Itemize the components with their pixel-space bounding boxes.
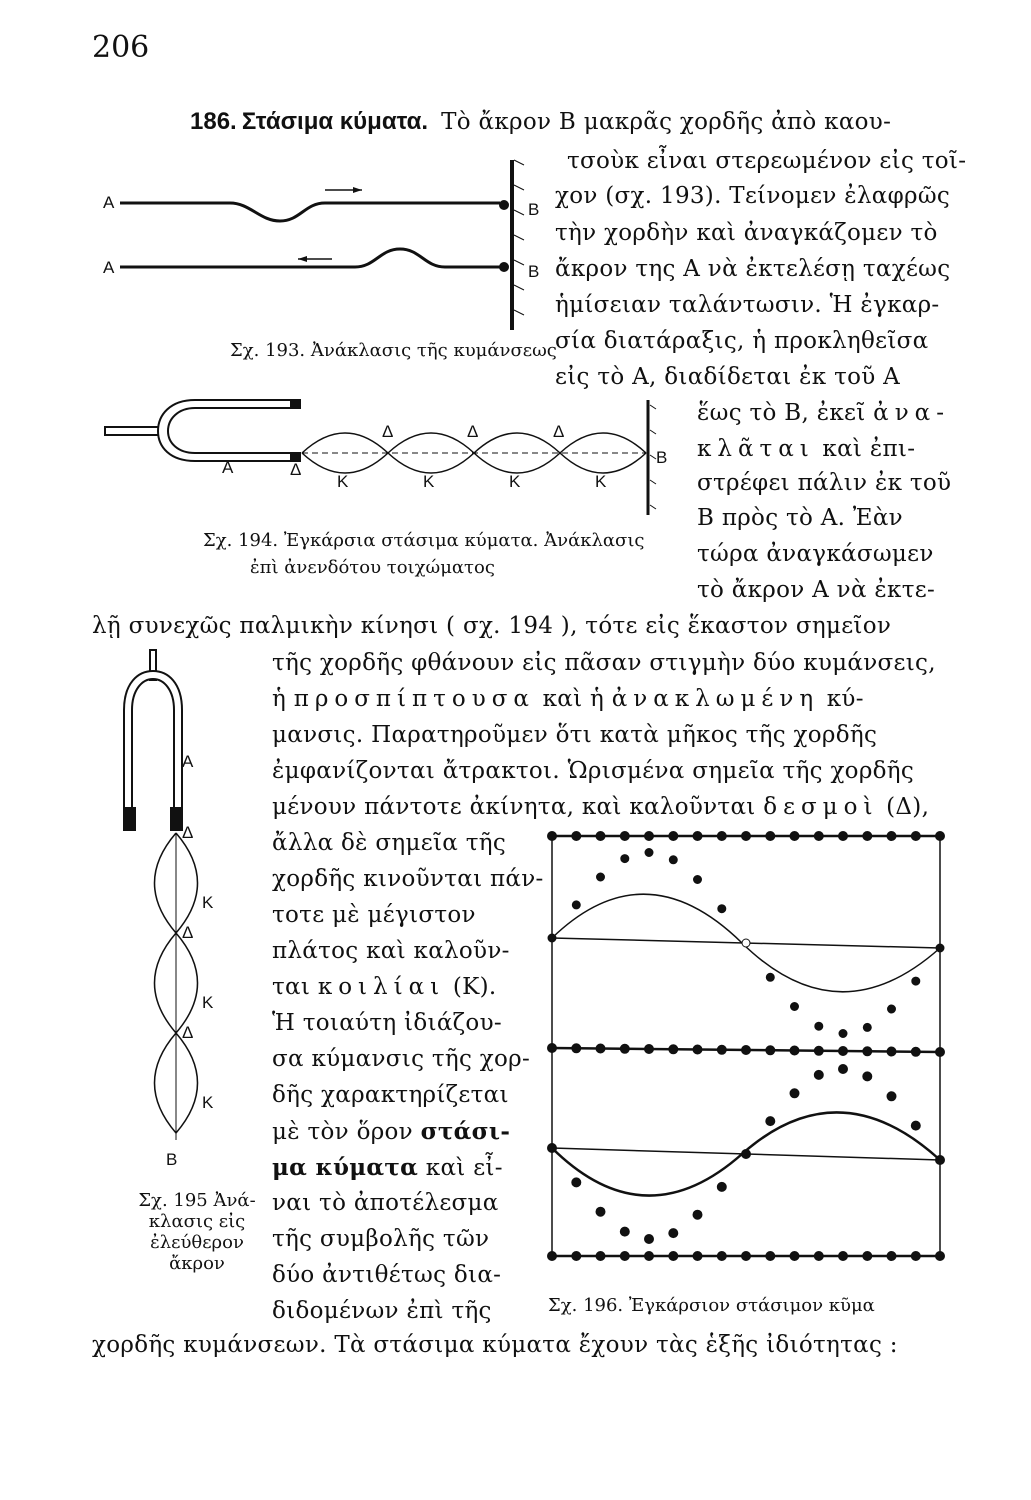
text-line: τὴν χορδὴν καὶ ἀναγκάζομεν τὸ: [555, 220, 938, 246]
wall-hatch: [514, 210, 524, 215]
particle-dot: [839, 1065, 848, 1074]
particle-dot: [645, 1235, 654, 1244]
text-line: στρέφει πάλιν ἐκ τοῦ: [697, 470, 952, 496]
label-node: Δ: [182, 1023, 194, 1042]
section-title: Στάσιμα κύματα.: [241, 108, 429, 135]
figure-caption-196: Σχ. 196. Ἐγκάρσιον στάσιμον κῦμα: [548, 1295, 875, 1316]
figure-caption-193: Σχ. 193. Ἀνάκλασις τῆς κυμάνσεως: [230, 340, 557, 361]
label-node: Δ: [467, 422, 479, 441]
wall-hatch: [650, 405, 656, 409]
label-a: Α: [103, 193, 115, 212]
particle-dot: [572, 901, 580, 909]
particle-dot: [693, 1045, 702, 1054]
particle-dot: [693, 1210, 702, 1219]
particle-dot: [911, 832, 920, 841]
particle-dot: [839, 1047, 848, 1056]
text-line: [697, 400, 950, 426]
particle-dot: [936, 944, 944, 952]
arrowhead: [298, 256, 307, 262]
particle-dot: [620, 1044, 629, 1053]
bold-term: στάσι-: [420, 1118, 511, 1145]
particle-dot: [766, 832, 775, 841]
arrowhead: [353, 187, 362, 193]
particle-dot: [620, 1227, 629, 1236]
wall-hatch: [514, 185, 524, 190]
wall-hatch: [650, 505, 656, 509]
particle-dot: [790, 832, 799, 841]
text-line: δύο ἀντιθέτως δια-: [272, 1262, 502, 1288]
spaced-term: ἀνακλωμένη: [611, 686, 820, 712]
particle-dot: [839, 1030, 847, 1038]
text-span: κύ-: [826, 686, 864, 712]
particle-dot: [669, 1229, 678, 1238]
text-line: πλάτος καὶ καλοῦν-: [272, 938, 510, 964]
particle-dot: [742, 1150, 751, 1159]
label-antinode: Κ: [337, 472, 349, 491]
text-line: χορδῆς κυμάνσεων. Τὰ στάσιμα κύματα ἔχουν τὰς ἑξῆς ἰδιότητας :: [92, 1332, 898, 1358]
particle-dot: [548, 1044, 557, 1053]
figure-caption-195: [132, 1190, 262, 1274]
text-line: τσοὺκ εἶναι στερεωμένον εἰς τοῖ-: [567, 148, 967, 174]
particle-dot: [863, 1252, 872, 1261]
label-antinode: Κ: [595, 472, 607, 491]
particle-dot: [693, 1252, 702, 1261]
particle-dot: [742, 1046, 751, 1055]
particle-dot: [620, 832, 629, 841]
particle-dot: [912, 977, 920, 985]
particle-dot: [887, 1252, 896, 1261]
particle-dot: [815, 1022, 823, 1030]
particle-dot: [645, 832, 654, 841]
particle-dot: [620, 1252, 629, 1261]
spaced-term: δεσμοὶ: [763, 794, 879, 820]
particle-dot: [572, 1044, 581, 1053]
particle-dot: [717, 832, 726, 841]
label-node: Δ: [382, 422, 394, 441]
bold-term: μα κύματα: [272, 1154, 419, 1181]
particle-dot: [669, 1045, 678, 1054]
label-antinode: Κ: [202, 1093, 214, 1112]
particle-dot: [548, 1144, 557, 1153]
particle-dot: [718, 905, 726, 913]
text-span: μένουν πάντοτε ἀκίνητα, καὶ καλοῦνται: [272, 794, 756, 820]
wall-hatch: [514, 260, 524, 265]
text-span: καὶ εἶ-: [425, 1155, 503, 1181]
figure-193: [100, 155, 550, 335]
particle-dot: [863, 1023, 871, 1031]
text-span: (Κ).: [452, 974, 497, 1000]
particle-dot: [839, 832, 848, 841]
label-antinode: Κ: [202, 993, 214, 1012]
text-line: [272, 1154, 503, 1181]
spaced-term: κοιλίαι: [317, 974, 446, 1000]
figure-caption-194-cont: ἐπὶ ἀνενδότου τοιχώματος: [250, 557, 495, 578]
text-line: χορδῆς κινοῦνται πάν-: [272, 866, 544, 892]
figure-caption-194: Σχ. 194. Ἐγκάρσια στάσιμα κύματα. Ἀνάκλασις: [203, 530, 645, 551]
label-b: Β: [656, 448, 668, 467]
label-b: Β: [166, 1150, 178, 1169]
particle-dot: [717, 1182, 726, 1191]
text-line: διδομένων ἐπὶ τῆς: [272, 1298, 492, 1324]
text-line: Τὸ ἄκρον Β μακρᾶς χορδῆς ἀπὸ καου-: [441, 109, 892, 135]
fork-tip: [170, 807, 182, 831]
spaced-term: προσπίπτουσα: [293, 686, 535, 712]
particle-dot: [911, 1252, 920, 1261]
label-a: Α: [182, 752, 194, 771]
label-node: Δ: [182, 923, 194, 942]
text-line: ἐμφανίζονται ἄτρακτοι. Ὡρισμένα σημεῖα τῆς χορδῆς: [272, 758, 915, 784]
spaced-term: ἀνα-: [873, 400, 950, 426]
particle-dot: [790, 1089, 799, 1098]
text-span: (Δ),: [886, 794, 930, 820]
caption-line: Σχ. 195 Ἀνά-: [138, 1190, 256, 1211]
particle-dot: [548, 1252, 557, 1261]
particle-dot: [694, 876, 702, 884]
figure-194: [100, 395, 668, 525]
wall-hatch: [514, 160, 524, 165]
wave-points: [548, 832, 945, 1261]
particle-dot: [863, 832, 872, 841]
fork-prongs: [124, 671, 182, 830]
string-envelope-right: [176, 833, 198, 1133]
particle-dot: [645, 1045, 654, 1054]
text-line: [697, 436, 915, 462]
particle-dot: [596, 1207, 605, 1216]
wall-hatch: [650, 430, 656, 434]
attachment-point: [499, 262, 509, 272]
particle-dot: [596, 1252, 605, 1261]
text-line: ἄκρον της Α νὰ ἐκτελέσῃ ταχέως: [555, 256, 951, 282]
particle-dot: [742, 1252, 751, 1261]
particle-dot: [669, 1252, 678, 1261]
text-span: καὶ ἡ: [542, 686, 605, 712]
label-antinode: Κ: [509, 472, 521, 491]
label-a: Α: [222, 458, 234, 477]
particle-dot: [717, 1045, 726, 1054]
particle-dot: [790, 1252, 799, 1261]
wall-hatch: [514, 235, 524, 240]
particle-dot: [887, 1092, 896, 1101]
section-number: 186.: [190, 108, 237, 135]
particle-dot: [693, 832, 702, 841]
figure-196: [548, 830, 948, 1270]
particle-dot: [597, 873, 605, 881]
particle-dot: [621, 855, 629, 863]
particle-dot: [742, 832, 751, 841]
text-span: ἕως τὸ Β, ἐκεῖ: [697, 400, 866, 426]
particle-dot: [936, 832, 945, 841]
text-line: μανσις. Παρατηροῦμεν ὅτι κατὰ μῆκος τῆς χορδῆς: [272, 722, 878, 748]
fork-tip: [290, 400, 300, 408]
text-line: [272, 1118, 510, 1145]
particle-dot: [766, 1252, 775, 1261]
particle-dot: [839, 1252, 848, 1261]
text-span: ται: [272, 974, 311, 1000]
particle-dot: [936, 1156, 945, 1165]
text-line: [272, 974, 496, 1000]
particle-dot: [863, 1047, 872, 1056]
text-line: [272, 686, 864, 712]
particle-dot: [863, 1072, 872, 1081]
page-number: 206: [92, 30, 150, 65]
text-line: δῆς χαρακτηρίζεται: [272, 1082, 509, 1108]
particle-dot: [936, 1252, 945, 1261]
text-line: σία διατάραξις, ἡ προκληθεῖσα: [555, 328, 929, 354]
particle-dot: [766, 1046, 775, 1055]
particle-dot: [766, 973, 774, 981]
particle-dot: [596, 1044, 605, 1053]
particle-dot: [888, 1005, 896, 1013]
particle-dot: [936, 1048, 945, 1057]
particle-dot: [814, 1046, 823, 1055]
particle-dot: [548, 934, 556, 942]
text-line: λῇ συνεχῶς παλμικὴν κίνησι ( σχ. 194 ), τότε εἰς ἕκαστον σημεῖον: [92, 613, 892, 639]
text-line: Ἡ τοιαύτη ἰδιάζου-: [272, 1010, 502, 1036]
particle-dot: [791, 1003, 799, 1011]
particle-dot: [645, 1252, 654, 1261]
caption-line: ἐλεύθερον: [150, 1232, 244, 1253]
label-node: Δ: [290, 460, 302, 479]
particle-dot: [548, 832, 557, 841]
particle-dot: [766, 1117, 775, 1126]
label-a: Α: [103, 258, 115, 277]
particle-dot: [572, 1252, 581, 1261]
text-line: ἄλλα δὲ σημεῖα τῆς: [272, 830, 507, 856]
particle-dot: [742, 939, 750, 947]
particle-dot: [911, 1121, 920, 1130]
cord-lower: [120, 249, 500, 267]
label-b: Β: [528, 200, 540, 219]
particle-dot: [790, 1046, 799, 1055]
spaced-term: κλᾶται: [697, 436, 815, 462]
text-line: τὸ ἄκρον Α νὰ ἐκτε-: [697, 577, 936, 603]
wall-hatch: [650, 480, 656, 484]
particle-dot: [669, 856, 677, 864]
caption-line: κλασις εἰς: [148, 1211, 246, 1232]
text-line: χον (σχ. 193). Τείνομεν ἐλαφρῶς: [555, 183, 951, 209]
wall-hatch: [514, 310, 524, 315]
particle-dot: [669, 832, 678, 841]
wall-hatch: [514, 285, 524, 290]
string-envelope-lower: [302, 453, 646, 473]
particle-dot: [572, 832, 581, 841]
particle-dot: [887, 832, 896, 841]
label-node: Δ: [182, 823, 194, 842]
label-b: Β: [528, 262, 540, 281]
particle-dot: [572, 1178, 581, 1187]
caption-line: ἄκρον: [169, 1253, 225, 1274]
particle-dot: [814, 1252, 823, 1261]
particle-dot: [911, 1047, 920, 1056]
section-heading: [190, 108, 891, 136]
text-span: ἡ: [272, 686, 287, 712]
fork-prongs: [158, 400, 300, 461]
particle-dot: [596, 832, 605, 841]
text-line: Β πρὸς τὸ Α. Ἐὰν: [697, 505, 903, 531]
text-line: τώρα ἀναγκάσωμεν: [697, 541, 934, 567]
particle-dot: [814, 1070, 823, 1079]
particle-dot: [814, 832, 823, 841]
text-line: τοτε μὲ μέγιστον: [272, 902, 476, 928]
text-span: καὶ ἐπι-: [822, 436, 916, 462]
label-node: Δ: [553, 422, 565, 441]
particle-dot: [717, 1252, 726, 1261]
cord-upper: [120, 203, 500, 221]
wall: [510, 160, 514, 330]
text-line: [272, 794, 929, 820]
text-line: ναι τὸ ἀποτέλεσμα: [272, 1190, 499, 1216]
text-line: σα κύμανσις τῆς χορ-: [272, 1046, 531, 1072]
particle-dot: [645, 849, 653, 857]
label-antinode: Κ: [202, 893, 214, 912]
text-line: ἡμίσειαν ταλάντωσιν. Ἡ ἐγκαρ-: [555, 292, 940, 318]
label-antinode: Κ: [423, 472, 435, 491]
text-line: τῆς συμβολῆς τῶν: [272, 1226, 490, 1252]
text-line: εἰς τὸ Α, διαδίδεται ἐκ τοῦ Α: [555, 364, 901, 390]
fork-tip: [124, 807, 136, 831]
text-line: τῆς χορδῆς φθάνουν εἰς πᾶσαν στιγμὴν δύο κυμάνσεις,: [272, 650, 936, 676]
particle-dot: [887, 1047, 896, 1056]
figure-195: [110, 645, 230, 1180]
text-span: μὲ τὸν ὅρον: [272, 1119, 413, 1145]
string-envelope-left: [155, 833, 177, 1133]
attachment-point: [499, 200, 509, 210]
